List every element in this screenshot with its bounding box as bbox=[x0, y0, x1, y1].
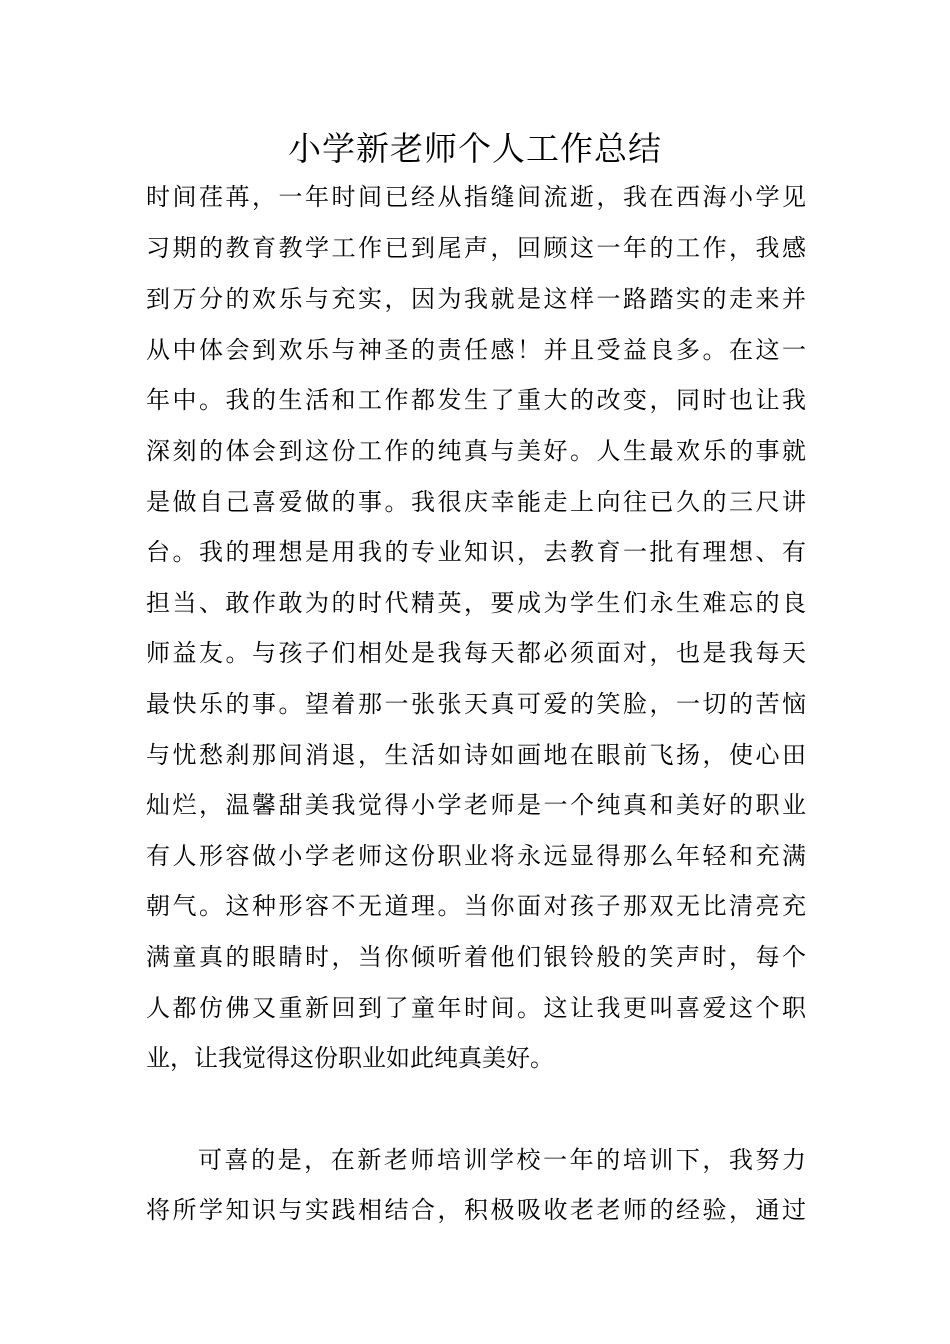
paragraph-line: 朝气。这种形容不无道理。当你面对孩子那双无比清亮充 bbox=[146, 892, 806, 920]
paragraph-line: 有人形容做小学老师这份职业将永远显得那么年轻和充满 bbox=[146, 842, 806, 870]
paragraph-line: 灿烂，温馨甜美我觉得小学老师是一个纯真和美好的职业 bbox=[146, 791, 806, 819]
paragraph-line: 将所学知识与实践相结合，积极吸收老老师的经验，通过 bbox=[146, 1196, 806, 1224]
paragraph-line: 台。我的理想是用我的专业知识，去教育一批有理想、有 bbox=[146, 538, 806, 566]
paragraph-line: 师益友。与孩子们相处是我每天都必须面对，也是我每天 bbox=[146, 639, 806, 667]
paragraph-line: 时间荏苒，一年时间已经从指缝间流逝，我在西海小学见 bbox=[146, 183, 806, 211]
paragraph-line: 深刻的体会到这份工作的纯真与美好。人生最欢乐的事就 bbox=[146, 437, 806, 465]
paragraph-line: 年中。我的生活和工作都发生了重大的改变，同时也让我 bbox=[146, 386, 806, 414]
paragraph-line: 满童真的眼睛时，当你倾听着他们银铃般的笑声时，每个 bbox=[146, 943, 806, 971]
paragraph-line: 业，让我觉得这份职业如此纯真美好。 bbox=[146, 1044, 554, 1072]
paragraph-line: 人都仿佛又重新回到了童年时间。这让我更叫喜爱这个职 bbox=[146, 994, 806, 1022]
page-title: 小学新老师个人工作总结 bbox=[288, 129, 662, 168]
paragraph-line: 习期的教育教学工作已到尾声，回顾这一年的工作，我感 bbox=[146, 234, 806, 262]
paragraph-line: 与忧愁刹那间消退，生活如诗如画地在眼前飞扬，使心田 bbox=[146, 741, 806, 769]
paragraph-line: 担当、敢作敢为的时代精英，要成为学生们永生难忘的良 bbox=[146, 589, 806, 617]
paragraph-line: 是做自己喜爱做的事。我很庆幸能走上向往已久的三尺讲 bbox=[146, 488, 806, 516]
paragraph-line: 最快乐的事。望着那一张张天真可爱的笑脸，一切的苦恼 bbox=[146, 690, 806, 718]
paragraph-line: 可喜的是，在新老师培训学校一年的培训下，我努力 bbox=[198, 1146, 806, 1174]
paragraph-line: 从中体会到欢乐与神圣的责任感！并且受益良多。在这一 bbox=[146, 336, 806, 364]
paragraph-line: 到万分的欢乐与充实，因为我就是这样一路踏实的走来并 bbox=[146, 285, 806, 313]
